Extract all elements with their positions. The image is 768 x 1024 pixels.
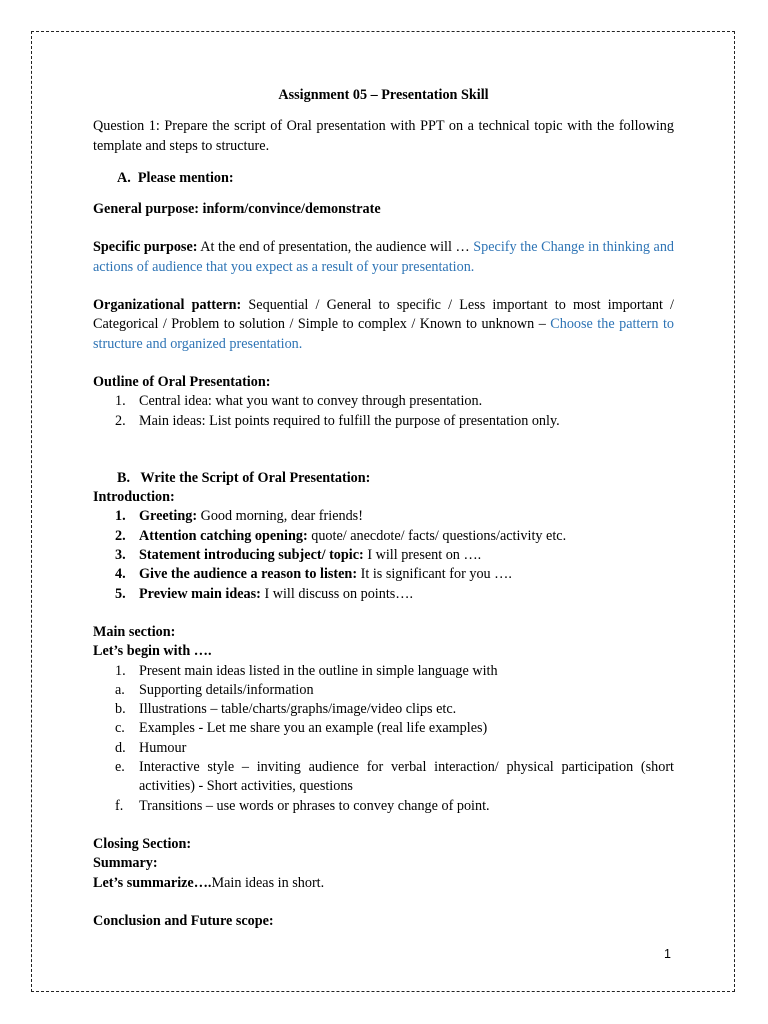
document-title: Assignment 05 – Presentation Skill [278,87,489,103]
section-a-heading [117,169,674,188]
list-item: 2. Main ideas: List points required to fulfill the purpose of presentation only. [115,412,560,429]
summary-label: Summary: [93,855,158,872]
list-item: d. Humour [115,739,187,756]
conclusion-heading: Conclusion and Future scope: [93,912,274,929]
document-body [93,86,674,931]
main-section-heading: Main section: [93,623,176,640]
section-a-marker: A. [117,169,131,186]
list-item: 1. Present main ideas listed in the outline in simple language with [115,662,498,679]
specific-purpose-hint: Specify the Change in thinking and actions of audience that you expect as a result of your presentation. [93,239,675,275]
list-item: a. Supporting details/information [115,681,314,698]
main-section-subheading: Let’s begin with …. [93,643,212,660]
section-b-title: Write the Script of Oral Presentation: [140,469,371,486]
list-item: 2. Attention catching opening: quote/ anecdote/ facts/ questions/activity etc. [115,527,567,544]
section-b-heading [117,469,674,488]
summarize-bold: Let’s summarize…. [93,874,212,891]
list-item: 4. Give the audience a reason to listen: It is significant for you …. [115,566,512,583]
list-item: 3. Statement introducing subject/ topic: I will present on …. [115,547,482,564]
organizational-pattern [93,296,674,354]
specific-purpose [93,238,674,277]
organizational-pattern-label: Organizational pattern: [93,297,242,314]
closing-heading: Closing Section: [93,835,192,852]
organizational-pattern-text: Sequential / General to specific / Less important to most important / Categorical / Problem to solution / Simple to complex / Known to unknown – [93,297,674,333]
list-item: e. Interactive style – inviting audience for verbal interaction/ physical participation (short activities) - Short activities, questions [115,759,674,795]
summarize-text: Main ideas in short. [211,874,325,891]
list-item: 1. Greeting: Good morning, dear friends! [115,508,363,525]
organizational-pattern-hint: Choose the pattern to structure and organized presentation. [93,316,674,352]
general-purpose: General purpose: inform/convince/demonstrate [93,201,381,218]
section-a-title: Please mention: [137,169,234,186]
outline-list [93,392,674,431]
list-item: f. Transitions – use words or phrases to convey change of point. [115,797,490,814]
section-b-marker: B. [117,469,131,486]
list-item: b. Illustrations – table/charts/graphs/image/video clips etc. [115,701,457,718]
introduction-heading: Introduction: [93,489,175,506]
page-number: 1 [664,947,671,961]
list-item: 1. Central idea: what you want to convey through presentation. [115,393,483,410]
question-text: Question 1: Prepare the script of Oral presentation with PPT on a technical topic with the following template and steps to structure. [93,118,674,154]
list-item: 5. Preview main ideas: I will discuss on points…. [115,585,414,602]
outline-heading: Outline of Oral Presentation: [93,373,271,390]
specific-purpose-text: At the end of presentation, the audience will … [197,239,474,256]
main-section-list [93,662,674,816]
specific-purpose-label: Specific purpose: [93,239,198,256]
introduction-list [93,507,674,603]
summarize-line [93,874,674,893]
list-item: c. Examples - Let me share you an example (real life examples) [115,720,488,737]
